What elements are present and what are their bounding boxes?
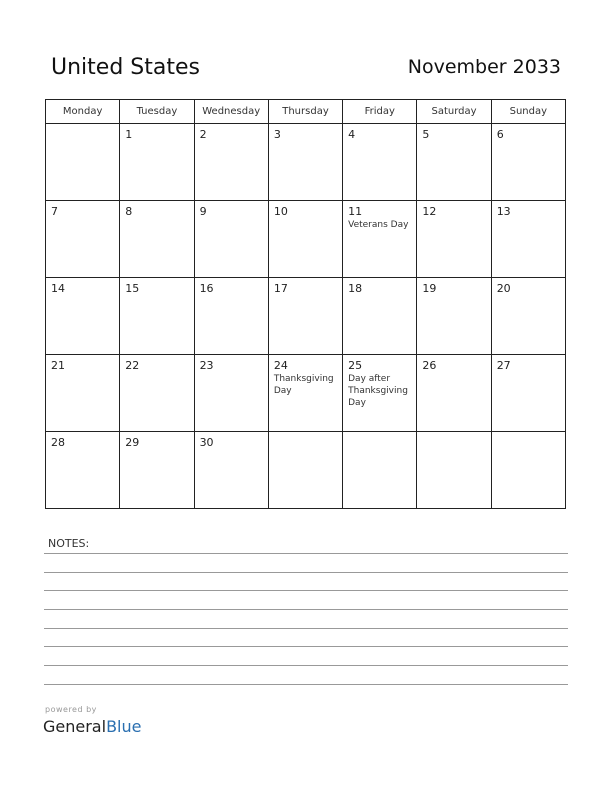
day-cell [194, 201, 268, 278]
day-cell [491, 278, 565, 355]
holiday-label: Day after Thanksgiving Day [348, 374, 408, 408]
notes-line [44, 572, 568, 573]
day-cell [417, 278, 491, 355]
day-cell [417, 432, 491, 509]
day-cell [120, 432, 194, 509]
notes-line [44, 646, 568, 647]
day-cell [491, 432, 565, 509]
day-number: 8 [125, 205, 133, 218]
day-cell [268, 201, 342, 278]
notes-line [44, 609, 568, 610]
day-number: 17 [273, 282, 288, 295]
day-number: 14 [51, 282, 65, 295]
day-number: 25 [348, 359, 363, 372]
day-cell [120, 124, 194, 201]
weekday-header: Monday [46, 100, 120, 124]
day-cell [120, 201, 194, 278]
day-number: 28 [51, 436, 65, 449]
notes-line [44, 590, 568, 591]
weekday-header: Thursday [268, 100, 342, 124]
day-number: 2 [199, 128, 207, 141]
weekday-header: Friday [343, 100, 417, 124]
day-number: 12 [422, 205, 437, 218]
day-cell [343, 124, 417, 201]
day-number: 16 [199, 282, 214, 295]
day-cell [343, 355, 417, 432]
day-cell [268, 432, 342, 509]
weekday-header: Wednesday [194, 100, 268, 124]
day-number [417, 432, 490, 436]
notes-line [44, 684, 568, 685]
day-cell [194, 355, 268, 432]
day-cell [417, 355, 491, 432]
day-cell [194, 432, 268, 509]
day-cell [194, 124, 268, 201]
day-number [343, 432, 416, 436]
month-title: November 2033 [407, 56, 561, 78]
day-number: 11 [348, 205, 363, 218]
day-cell [268, 355, 342, 432]
day-cell [491, 355, 565, 432]
day-cell [120, 355, 194, 432]
day-cell [46, 432, 120, 509]
weekday-header: Tuesday [120, 100, 194, 124]
day-cell [417, 124, 491, 201]
day-number: 21 [51, 359, 65, 372]
week-row [46, 355, 566, 432]
day-number: 9 [199, 205, 207, 218]
day-cell [46, 278, 120, 355]
day-cell [491, 124, 565, 201]
calendar-grid [45, 99, 566, 509]
day-number: 29 [125, 436, 140, 449]
day-number: 30 [199, 436, 214, 449]
holiday-label: Thanksgiving Day [273, 374, 334, 396]
day-number: 4 [348, 128, 356, 141]
notes-line [44, 628, 568, 629]
day-cell [268, 124, 342, 201]
day-number: 18 [348, 282, 363, 295]
day-cell [46, 355, 120, 432]
day-cell [120, 278, 194, 355]
week-row [46, 201, 566, 278]
day-number: 10 [273, 205, 288, 218]
day-number: 20 [496, 282, 511, 295]
day-number: 26 [422, 359, 437, 372]
day-number: 22 [125, 359, 140, 372]
day-number: 13 [496, 205, 511, 218]
day-cell [343, 278, 417, 355]
day-cell [343, 201, 417, 278]
weekday-header-row [46, 100, 566, 124]
day-cell [194, 278, 268, 355]
day-number: 27 [496, 359, 511, 372]
notes-line [44, 553, 568, 554]
holiday-label: Veterans Day [348, 220, 409, 230]
week-row [46, 124, 566, 201]
day-cell [491, 201, 565, 278]
day-number: 24 [273, 359, 288, 372]
day-number: 19 [422, 282, 437, 295]
day-number: 6 [496, 128, 504, 141]
day-cell [268, 278, 342, 355]
day-number [269, 432, 342, 436]
notes-label: NOTES: [48, 537, 90, 550]
logo-blue: Blue [106, 717, 142, 736]
weekday-header: Sunday [491, 100, 565, 124]
day-cell [343, 432, 417, 509]
country-title: United States [51, 55, 200, 80]
day-cell [46, 124, 120, 201]
day-number [46, 124, 119, 128]
generalblue-logo [43, 717, 141, 736]
powered-by-text: powered by [45, 705, 97, 714]
day-number: 3 [273, 128, 281, 141]
day-cell [417, 201, 491, 278]
day-number: 1 [125, 128, 133, 141]
day-number: 7 [51, 205, 58, 218]
weekday-header: Saturday [417, 100, 491, 124]
day-number: 5 [422, 128, 430, 141]
week-row [46, 278, 566, 355]
day-number: 23 [199, 359, 214, 372]
logo-general: General [43, 717, 107, 736]
day-number [492, 432, 565, 436]
day-cell [46, 201, 120, 278]
week-row [46, 432, 566, 509]
notes-line [44, 665, 568, 666]
day-number: 15 [125, 282, 140, 295]
